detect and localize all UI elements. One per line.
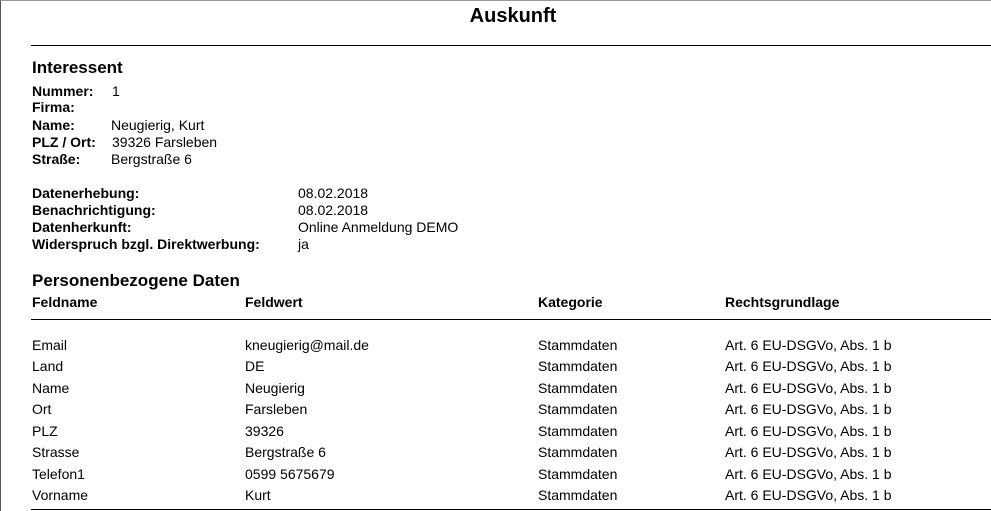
cell-rechtsgrundlage: Art. 6 EU-DSGVo, Abs. 1 b <box>725 337 892 353</box>
cell-feldwert: 0599 5675679 <box>245 466 335 482</box>
table-row <box>1 444 991 465</box>
cell-feldname: Ort <box>32 401 52 417</box>
field-label: Nummer: <box>32 83 94 99</box>
table-row <box>1 337 991 358</box>
table-row <box>1 466 991 487</box>
personal-data-heading: Personenbezogene Daten <box>32 271 240 290</box>
field-label: Firma: <box>32 99 75 115</box>
cell-kategorie: Stammdaten <box>538 423 618 439</box>
field-label: Straße: <box>32 151 81 167</box>
interessent-heading: Interessent <box>32 58 123 77</box>
cell-kategorie: Stammdaten <box>538 444 618 460</box>
field-value: 39326 Farsleben <box>112 134 218 150</box>
cell-kategorie: Stammdaten <box>538 380 618 396</box>
field-label: Datenherkunft: <box>32 219 132 235</box>
title-divider <box>31 45 991 46</box>
field-label: Datenerhebung: <box>32 185 140 201</box>
table-footer-divider <box>31 509 991 510</box>
cell-kategorie: Stammdaten <box>538 487 618 503</box>
cell-rechtsgrundlage: Art. 6 EU-DSGVo, Abs. 1 b <box>725 487 892 503</box>
column-header-kategorie: Kategorie <box>538 294 603 310</box>
field-value: 08.02.2018 <box>298 185 369 201</box>
cell-feldname: Email <box>32 337 68 353</box>
cell-rechtsgrundlage: Art. 6 EU-DSGVo, Abs. 1 b <box>725 423 892 439</box>
cell-feldwert: kneugierig@mail.de <box>245 337 369 353</box>
field-value: Neugierig, Kurt <box>111 117 205 133</box>
cell-kategorie: Stammdaten <box>538 358 618 374</box>
table-header-divider <box>31 319 991 320</box>
table-row <box>1 487 991 508</box>
cell-feldname: Land <box>32 358 64 374</box>
cell-kategorie: Stammdaten <box>538 401 618 417</box>
cell-feldwert: Farsleben <box>245 401 308 417</box>
cell-feldname: Name <box>32 380 70 396</box>
cell-rechtsgrundlage: Art. 6 EU-DSGVo, Abs. 1 b <box>725 358 892 374</box>
cell-feldwert: 39326 <box>245 423 284 439</box>
column-header-feldwert: Feldwert <box>245 294 303 310</box>
cell-rechtsgrundlage: Art. 6 EU-DSGVo, Abs. 1 b <box>725 444 892 460</box>
field-value: Online Anmeldung DEMO <box>298 219 459 235</box>
cell-rechtsgrundlage: Art. 6 EU-DSGVo, Abs. 1 b <box>725 401 892 417</box>
page-title: Auskunft <box>469 5 557 27</box>
field-label: Widerspruch bzgl. Direktwerbung: <box>32 236 260 252</box>
field-label: Benachrichtigung: <box>32 202 156 218</box>
cell-feldwert: Neugierig <box>245 380 305 396</box>
field-value: Bergstraße 6 <box>111 151 192 167</box>
cell-feldname: Telefon1 <box>32 466 85 482</box>
cell-kategorie: Stammdaten <box>538 337 618 353</box>
table-row <box>1 401 991 422</box>
table-row <box>1 423 991 444</box>
cell-feldname: Strasse <box>32 444 80 460</box>
column-header-rechtsgrundlage: Rechtsgrundlage <box>725 294 840 310</box>
cell-feldname: PLZ <box>32 423 58 439</box>
cell-feldwert: Kurt <box>245 487 271 503</box>
field-value: ja <box>298 236 309 252</box>
table-row <box>1 358 991 379</box>
cell-feldwert: Bergstraße 6 <box>245 444 326 460</box>
cell-rechtsgrundlage: Art. 6 EU-DSGVo, Abs. 1 b <box>725 380 892 396</box>
field-label: Name: <box>32 117 75 133</box>
cell-kategorie: Stammdaten <box>538 466 618 482</box>
field-value: 1 <box>112 83 120 99</box>
cell-feldname: Vorname <box>32 487 89 503</box>
field-label: PLZ / Ort: <box>32 134 96 150</box>
column-header-feldname: Feldname <box>32 294 98 310</box>
table-row <box>1 380 991 401</box>
field-value: 08.02.2018 <box>298 202 369 218</box>
cell-rechtsgrundlage: Art. 6 EU-DSGVo, Abs. 1 b <box>725 466 892 482</box>
cell-feldwert: DE <box>245 358 265 374</box>
